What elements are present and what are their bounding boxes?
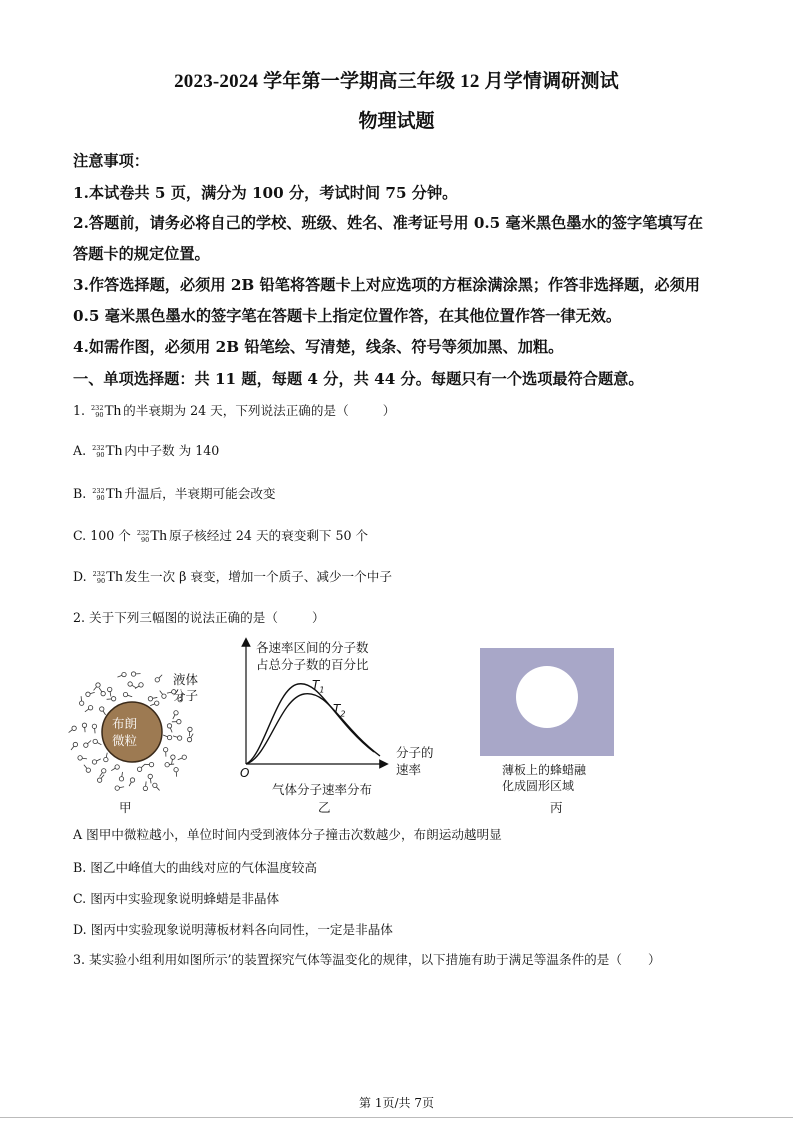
liquid-molecule [167,724,171,728]
liquid-label-1: 液体 [173,672,199,687]
liquid-molecule [73,742,77,746]
liquid-molecule [155,701,159,705]
q1-option-b[interactable]: B. 232 90 Th 升温后，半衰期可能会改变 [73,486,276,502]
figure-bing [480,648,620,818]
notice-item-1: 1.本试卷共 5 页，满分为 100 分，考试时间 75 分钟。 [73,184,458,202]
liquid-molecule [96,683,100,687]
liquid-molecule [149,762,153,766]
notice-item-4: 4.如需作图，必须用 2B 铅笔绘、写清楚，线条、符号等须加黑、加粗。 [73,338,564,356]
notice-item-3-cont: 0.5 毫米黑色墨水的签字笔在答题卡上指定位置作答，在其他位置作答一律无效。 [73,307,622,325]
liquid-molecule [171,755,175,759]
liquid-molecule [100,707,104,711]
figure-yi [234,636,454,818]
plate-label-2: 化成圆形区域 [502,779,575,793]
curve-label-t2: $T_2$ [333,702,346,719]
liquid-molecule [82,723,86,727]
particle-label-2: 微粒 [112,733,138,748]
liquid-molecule [139,683,143,687]
question-stem: 的半衰期为 24 天，下列说法正确的是（ [123,403,349,418]
liquid-molecule [102,769,106,773]
q2-option-c[interactable]: C. 图丙中实验现象说明蜂蜡是非晶体 [73,891,280,906]
q1-option-a[interactable]: A. 232 90 Th 内中子数 为 140 [73,443,220,459]
q1-option-c[interactable]: C. 100 个 232 90 Th 原子核经过 24 天的衰变剩下 50 个 [73,528,369,544]
q2-option-b[interactable]: B. 图乙中峰值大的曲线对应的气体温度较高 [73,860,317,875]
liquid-molecule [153,783,157,787]
particle-label-1: 布朗 [112,716,138,731]
page-footer: 第 1页/共 7页 [359,1096,434,1110]
liquid-molecule [79,701,83,705]
curve-t1 [246,684,374,764]
liquid-molecule [167,735,171,739]
liquid-molecule [163,747,167,751]
liquid-molecule [88,706,92,710]
liquid-molecule [182,755,186,759]
liquid-molecule [115,786,119,790]
q1-option-d[interactable]: D. 232 90 Th 发生一次 β 衰变，增加一个质子、减少一个中子 [73,569,392,585]
liquid-molecule [188,727,192,731]
liquid-molecule [92,724,96,728]
plate-label-1: 薄板上的蜂蜡融 [502,763,587,777]
liquid-molecule [104,757,108,761]
chart-title: 气体分子速率分布 [272,782,373,797]
liquid-molecule [177,719,181,723]
liquid-molecule [177,736,181,740]
x-label-2: 速率 [396,762,422,777]
caption-yi: 乙 [318,800,331,815]
q2-option-d[interactable]: D. 图丙中实验现象说明薄板材料各向同性，一定是非晶体 [73,922,393,937]
liquid-molecule [111,697,115,701]
liquid-molecule [165,762,169,766]
curve-t2 [246,694,380,764]
origin-label: O [240,766,250,780]
page-bottom-rule [0,1117,793,1118]
caption-jia: 甲 [119,800,132,815]
liquid-molecule [187,737,191,741]
liquid-molecule [143,786,147,790]
question-1: 1. 232 90 Th 的半衰期为 24 天，下列说法正确的是（ ） [73,403,396,419]
exam-title: 2023-2024 学年第一学期高三年级 12 月学情调研测试 [174,71,619,92]
liquid-molecule [86,768,90,772]
nuclide-symbol: 232 90 Th [92,443,123,459]
question-2: 2. 关于下列三幅图的说法正确的是（ ） [73,610,325,625]
liquid-molecule [155,678,159,682]
nuclide-symbol: 232 90 Th [92,486,123,502]
liquid-molecule [122,672,126,676]
figure-jia [68,668,208,818]
liquid-molecule [86,692,90,696]
nuclide-symbol: 232 90 Th [136,528,167,544]
question-number: 1. [73,403,86,418]
liquid-molecule [108,687,112,691]
q2-option-a[interactable]: A 图甲中微粒越小，单位时间内受到液体分子撞击次数越少，布朗运动越明显 [73,827,502,842]
x-label-1: 分子的 [396,745,434,760]
nuclide-symbol: 232 90 Th [92,569,123,585]
notice-heading: 注意事项： [73,152,149,170]
exam-subtitle: 物理试题 [358,111,435,132]
liquid-molecule [101,691,105,695]
liquid-molecule [137,767,141,771]
notice-item-2: 2.答题前，请务必将自己的学校、班级、姓名、准考证号用 0.5 毫米黑色墨水的签字笔填写在 [73,214,703,232]
question-3: 3. 某实验小组利用如图所示’的装置探究气体等温变化的规律，以下措施有助于满足等温条件的是（ ） [73,952,661,967]
caption-bing: 丙 [550,800,563,815]
liquid-molecule [131,672,135,676]
y-label-1: 各速率区间的分子数 [256,640,369,655]
liquid-molecule [92,760,96,764]
liquid-molecule [174,711,178,715]
liquid-molecule [162,694,166,698]
nuclide-symbol: 232 90 Th [91,403,122,419]
curve-label-t1: $T_1$ [312,678,325,695]
liquid-label-2: 分子 [173,688,199,703]
liquid-molecule [93,739,97,743]
liquid-molecule [97,778,101,782]
liquid-molecule [72,726,76,730]
melted-wax-circle [516,666,578,728]
liquid-molecule [128,682,132,686]
notice-item-3: 3.作答选择题，必须用 2B 铅笔将答题卡上对应选项的方框涂满涂黑；作答非选择题，必须用 [73,276,700,294]
liquid-molecule [148,697,152,701]
liquid-molecule [148,774,152,778]
liquid-molecule [84,743,88,747]
liquid-molecule [130,778,134,782]
liquid-molecule [78,756,82,760]
notice-item-2-cont: 答题卡的规定位置。 [73,245,210,263]
y-label-2: 占总分子数的百分比 [256,657,369,672]
liquid-molecule [119,777,123,781]
liquid-molecule [174,767,178,771]
liquid-molecule [115,765,119,769]
liquid-molecule [123,692,127,696]
section-heading: 一、单项选择题：共 11 题，每题 4 分，共 44 分。每题只有一个选项最符合题意。 [73,370,644,388]
